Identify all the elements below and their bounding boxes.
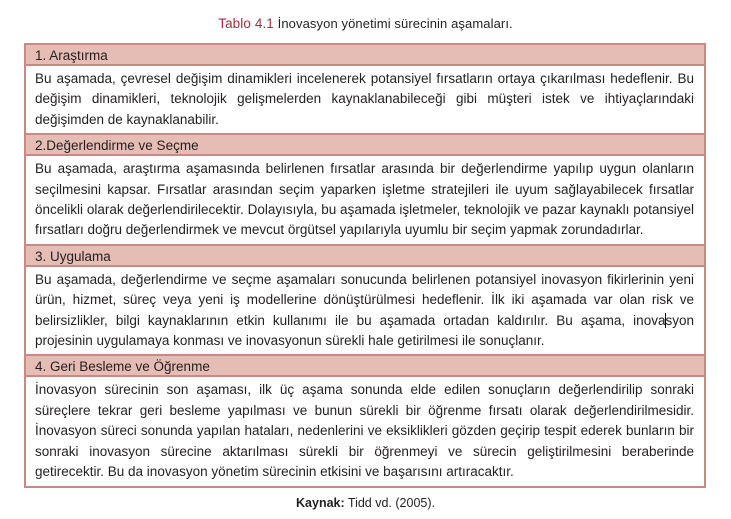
section-body[interactable]: İnovasyon sürecinin son aşaması, ilk üç aşama sonunda elde edilen sonuçların değerlendirilip sonraki süreçlere tekrar geri besleme yapılması ve bunun sürekli bir öğrenme fırsatı olarak değerlendirilmesidir. İnovasyon süreci sonunda yapılan hataları, nedenlerini ve eksiklikleri gözden geçirip tespit ederek bunların bir sonraki inovasyon sürecine aktarılması sürekli bir öğrenmeyi ve sürecin geliştirilmesini beraberinde getirecektir. Bu da inovasyon yönetim sürecinin etkisini ve başarısını artıracaktır. (26, 377, 704, 485)
section-implementation (26, 246, 704, 357)
innovation-stages-table (24, 43, 706, 488)
section-header: 4. Geri Besleme ve Öğrenme (26, 356, 704, 377)
table-title: İnovasyon yönetimi sürecinin aşamaları. (273, 16, 513, 31)
section-body[interactable]: Bu aşamada, araştırma aşamasında belirlenen fırsatlar arasında bir değerlendirme yapılıp uygun olanların seçilmesini kapsar. Fırsatlar arasından seçim yaparken işletme stratejileri ile uyum sağlayabilecek fırsatlar öncelikli olarak değerlendirilecektir. Dolayısıyla, bu aşamada işletmeler, teknolojik ve pazar kaynaklı potansiyel fırsatları doğru değerlendirmek ve mevcut örgütsel yapılarıyla uyumlu bir seçim yapmak zorundadırlar. (26, 156, 704, 246)
section-header: 3. Uygulama (26, 246, 704, 267)
body-text-after-cursor: syon projesinin uygulamaya konması ve inovasyonun sürekli hale getirilmesi ile sonuçlanır. (35, 312, 694, 349)
section-body[interactable] (26, 267, 704, 357)
section-feedback-learning (26, 356, 704, 485)
body-text-before-cursor: Bu aşamada, değerlendirme ve seçme aşamaları sonucunda belirlenen potansiyel inovasyon fikirlerinin yeni ürün, hizmet, süreç veya yeni iş modellerine dönüştürülmesi hedeflenir. İlk iki aşamada var olan risk ve belirsizlikler, bilgi kaynaklarının etkin kullanımı ile bu aşamada ortadan kaldırılır. Bu aşama, inova (35, 271, 694, 328)
source-text: Tidd vd. (2005). (344, 496, 435, 510)
table-source (0, 496, 731, 510)
section-evaluation-selection (26, 135, 704, 246)
source-label: Kaynak: (296, 496, 345, 510)
section-research (26, 45, 704, 135)
section-header: 2.Değerlendirme ve Seçme (26, 135, 704, 156)
table-caption (0, 16, 731, 31)
table-number: Tablo 4.1 (218, 16, 274, 31)
section-body[interactable]: Bu aşamada, çevresel değişim dinamikleri incelenerek potansiyel fırsatların ortaya çıkarılması hedeflenir. Bu değişim dinamikleri, teknolojik gelişmelerden kaynaklanabileceği gibi müşteri istek ve ihtiyaçlarındaki değişimden de kaynaklanabilir. (26, 66, 704, 135)
section-header: 1. Araştırma (26, 45, 704, 66)
